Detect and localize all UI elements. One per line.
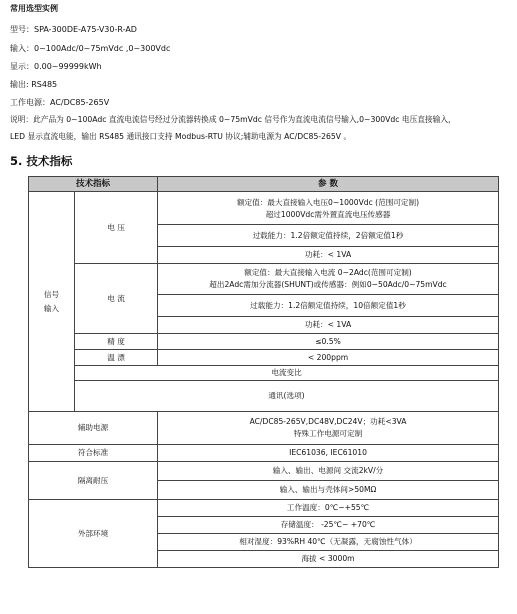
- isolation-label: 隔离耐压: [29, 462, 158, 500]
- drift-value: < 200ppm: [158, 350, 499, 366]
- current-label: 电 流: [75, 264, 158, 334]
- env-humidity: 相对湿度：93%RH 40℃（无凝露，无腐蚀性气体）: [158, 534, 499, 551]
- standard-label: 符合标准: [29, 445, 158, 462]
- current-rated: 额定值：最大直接输入电流 0~2Adc(范围可定制) 超出2Adc需加分流器(SHUNT)或传感器：例如0~50Adc/0~75mVdc: [158, 264, 499, 295]
- env-operating-temp: 工作温度：0℃~+55℃: [158, 500, 499, 517]
- env-storage-temp: 存储温度： -25℃~ +70℃: [158, 517, 499, 534]
- section-title: 5. 技术指标: [10, 154, 73, 168]
- header-item: 技术指标: [29, 177, 158, 192]
- voltage-power: 功耗：< 1VA: [158, 247, 499, 264]
- display-line: 显示：0.00~99999kWh: [10, 62, 102, 71]
- table-row: [29, 381, 499, 412]
- aux-power-label: 辅助电源: [29, 412, 158, 445]
- table-row: [29, 350, 499, 366]
- comm-label: 通讯(选项): [75, 381, 499, 412]
- description-line-2: LED 显示直流电能，输出 RS485 通讯接口支持 Modbus-RTU 协议;辅助电源为 AC/DC85-265V 。: [10, 132, 352, 141]
- table-row: [29, 192, 499, 225]
- model-line: 型号：SPA-300DE-A75-V30-R-AD: [10, 25, 137, 34]
- standard-value: IEC61036, IEC61010: [158, 445, 499, 462]
- table-row: [29, 264, 499, 295]
- power-line: 工作电源：AC/DC85-265V: [10, 98, 110, 107]
- header-param: 参 数: [158, 177, 499, 192]
- voltage-label: 电 压: [75, 192, 158, 264]
- ratio-label: 电流变比: [75, 366, 499, 381]
- drift-label: 温 漂: [75, 350, 158, 366]
- table-row: [29, 334, 499, 350]
- selection-example-title: 常用选型实例: [10, 4, 58, 13]
- table-row: [29, 445, 499, 462]
- current-power: 功耗：< 1VA: [158, 317, 499, 334]
- env-altitude: 海拔 < 3000m: [158, 551, 499, 568]
- description-line-1: 说明：此产品为 0~100Adc 直流电流信号经过分流器转换成 0~75mVdc 信号作为直流电流信号输入,0~300Vdc 电压直接输入，: [10, 115, 456, 124]
- precision-value: ≤0.5%: [158, 334, 499, 350]
- signal-input-label: 信号 输入: [29, 192, 75, 412]
- table-row: [29, 366, 499, 381]
- table-row: [29, 500, 499, 517]
- isolation-value-2: 输入、输出与壳体间>50MΩ: [158, 481, 499, 500]
- voltage-overload: 过载能力：1.2倍额定值持续，2倍额定值1秒: [158, 225, 499, 247]
- isolation-value-1: 输入、输出、电源间 交流2kV/分: [158, 462, 499, 481]
- table-row: [29, 462, 499, 481]
- voltage-rated: 额定值：最大直接输入电压0~1000Vdc (范围可定制) 超过1000Vdc需外置直流电压传感器: [158, 192, 499, 225]
- precision-label: 精 度: [75, 334, 158, 350]
- aux-power-value: AC/DC85-265V,DC48V,DC24V；功耗<3VA 特殊工作电源可定制: [158, 412, 499, 445]
- table-row: [29, 412, 499, 445]
- spec-table: [28, 176, 499, 568]
- environment-label: 外部环境: [29, 500, 158, 568]
- current-overload: 过载能力：1.2倍额定值持续，10倍额定值1秒: [158, 295, 499, 317]
- output-line: 输出: RS485: [10, 80, 58, 89]
- input-line: 输入：0~100Adc/0~75mVdc ,0~300Vdc: [10, 44, 171, 53]
- table-header-row: [29, 177, 499, 192]
